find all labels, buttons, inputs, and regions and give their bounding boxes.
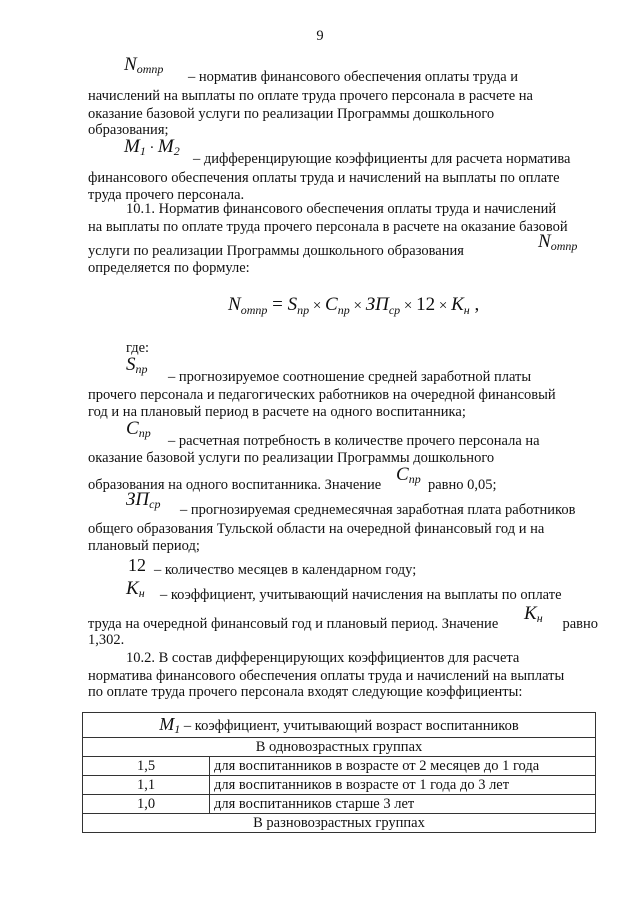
def-zp-line2: общего образования Тульской области на очередной финансовый год и на (88, 521, 545, 537)
symbol-c-pr: $C_{пр}$ (126, 418, 151, 440)
formula: $N_{отпр} = S_{пр} \times C_{пр} \times ЗП_{ср} \times 12 \times K_н$ , (228, 294, 480, 317)
def-m1m2-line1: $M_1 \cdot M_2$ – дифференцирующие коэффициенты для расчета норматива (124, 136, 571, 167)
section-single-age: В одновозрастных группах (83, 738, 596, 757)
symbol-s-pr: $S_{пр}$ (126, 354, 148, 376)
symbol-k-n-inline: $K_н$ (524, 603, 543, 625)
symbol-zp-sr: $ЗП_{ср}$ (126, 489, 161, 511)
p101-line3: услуги по реализации Программы дошкольного образования $N_{отпр}$ (88, 231, 578, 259)
def-k-line3: 1,302. (88, 632, 125, 648)
table-section-row (83, 738, 596, 757)
section-mixed-age: В разновозрастных группах (83, 814, 596, 833)
symbol-c-pr-inline: $C_{пр}$ (396, 464, 421, 486)
def-zp-line3: плановый период; (88, 538, 200, 554)
def-twelve: 12 – количество месяцев в календарном году; (128, 555, 417, 578)
def-m1m2-line3: труда прочего персонала. (88, 187, 245, 203)
p102-line1: 10.2. В состав дифференцирующих коэффициентов для расчета (126, 650, 520, 666)
coef-value: 1,5 (83, 757, 210, 776)
coefficient-table (82, 712, 596, 833)
coef-value: 1,0 (83, 795, 210, 814)
coef-desc: для воспитанников в возрасте от 2 месяцев до 1 года (210, 757, 596, 776)
def-zp-line1: $ЗП_{ср}$ – прогнозируемая среднемесячная заработная плата работников (126, 489, 576, 518)
symbol-k-n: $K_н$ (126, 578, 145, 600)
where-label: где: (126, 340, 150, 356)
def-n-otpr-line4: образования; (88, 122, 169, 138)
p102-line2: норматива финансового обеспечения оплаты труда и начислений на выплаты (88, 668, 565, 684)
table-section-row (83, 814, 596, 833)
table-row (83, 757, 596, 776)
def-s-line3: год и на плановый период в расчете на одного воспитанника; (88, 404, 466, 420)
def-n-otpr-line2: начислений на выплаты по оплате труда прочего персонала в расчете на (88, 88, 533, 104)
p101-line4: определяется по формуле: (88, 260, 250, 276)
def-n-otpr-line1 (88, 55, 598, 85)
def-s-line2: прочего персонала и педагогических работников на очередной финансовый (88, 387, 556, 403)
p101-line1: 10.1. Норматив финансового обеспечения оплаты труда и начислений (126, 201, 557, 217)
symbol-m1m2: $M_1 \cdot M_2$ (124, 136, 180, 158)
def-n-otpr-line3: оказание базовой услуги по реализации Программы дошкольного (88, 106, 495, 122)
coef-value: 1,1 (83, 776, 210, 795)
def-c-line2: оказание базовой услуги по реализации Программы дошкольного (88, 450, 495, 466)
table-header: $M_1$ – коэффициент, учитывающий возраст воспитанников (83, 713, 596, 738)
symbol-n-otpr-inline: $N_{отпр}$ (538, 231, 578, 253)
p102-line3: по оплате труда прочего персонала входят следующие коэффициенты: (88, 684, 523, 700)
def-s-line1: $S_{пр}$ – прогнозируемое соотношение средней заработной платы (126, 354, 532, 385)
table-header-row (83, 713, 596, 738)
page-number: 9 (316, 28, 324, 44)
def-c-line1: $C_{пр}$ – расчетная потребность в количестве прочего персонала на (126, 418, 540, 449)
coef-desc: для воспитанников в возрасте от 1 года до 3 лет (210, 776, 596, 795)
def-c-line3: образования на одного воспитанника. Значение $C_{пр}$ равно 0,05; (88, 464, 497, 493)
def-k-line2: труда на очередной финансовый год и плановый период. Значение $K_н$ равно (88, 603, 598, 632)
def-text: – норматив финансового обеспечения оплаты труда и (188, 69, 519, 85)
table-row (83, 795, 596, 814)
p101-line2: на выплаты по оплате труда прочего персонала в расчете на оказание базовой (88, 219, 568, 235)
coef-desc: для воспитанников старше 3 лет (210, 795, 596, 814)
table-row (83, 776, 596, 795)
def-k-line1: $K_н$ – коэффициент, учитывающий начисления на выплаты по оплате (126, 578, 562, 603)
def-m1m2-line2: финансового обеспечения оплаты труда и начислений на выплаты по оплате (88, 170, 560, 186)
symbol-n-otpr: $N_{отпр}$ (124, 54, 164, 76)
